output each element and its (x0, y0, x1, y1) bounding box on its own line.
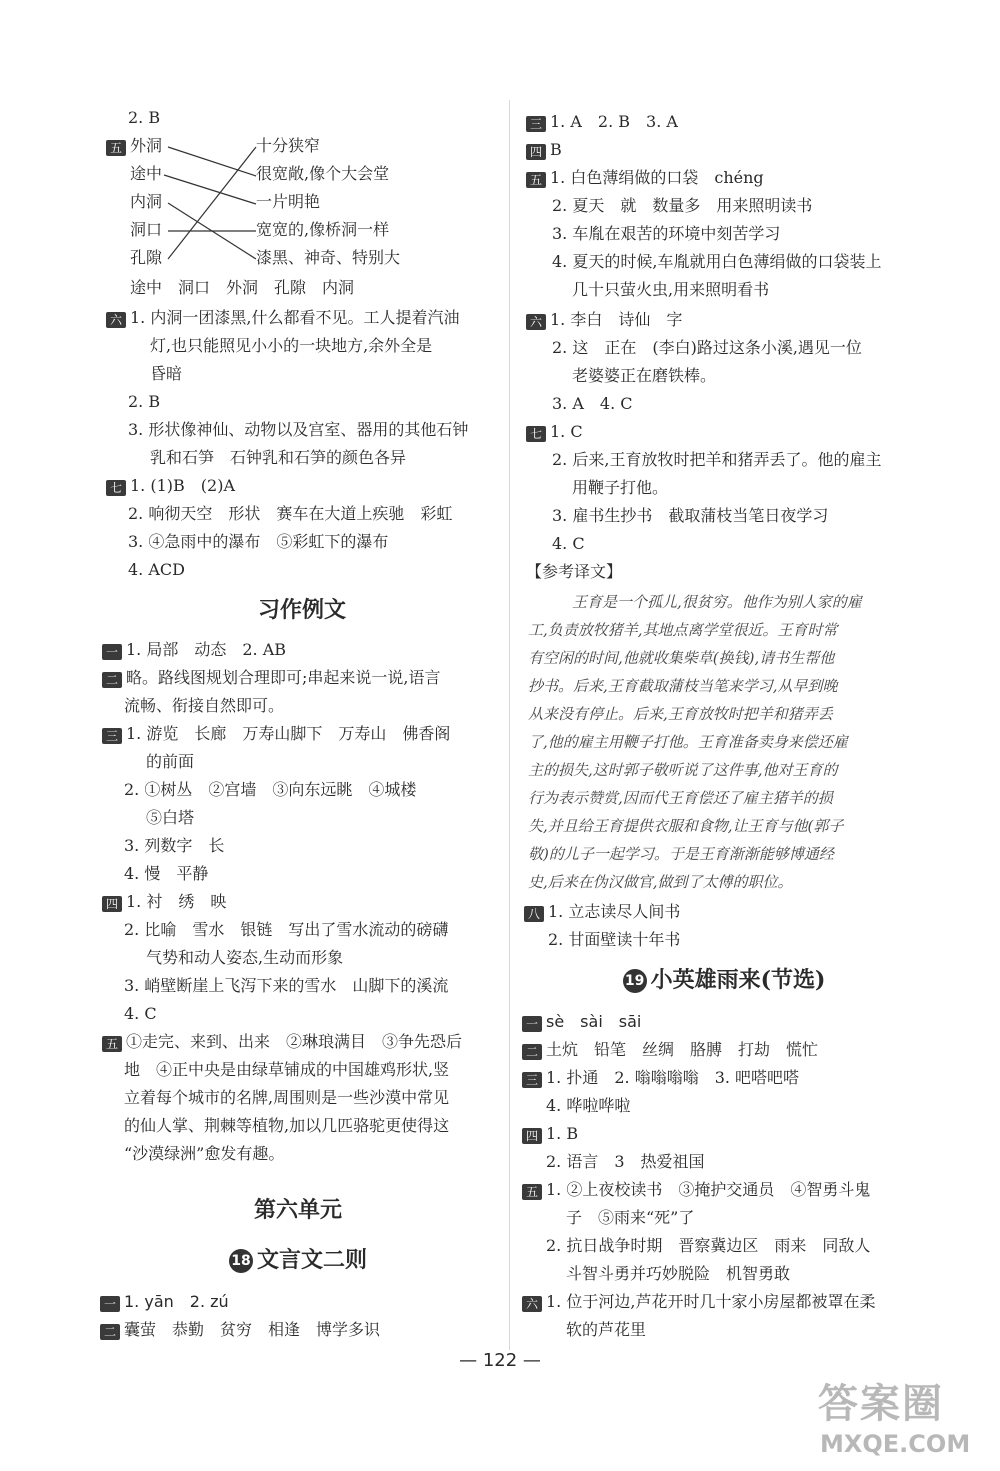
answer-line: 1. A 2. B 3. A (550, 112, 678, 131)
answer-line: ①走完、来到、出来 ②琳琅满目 ③争先恐后 (126, 1032, 463, 1051)
answer-line: 3. 车胤在艰苦的环境中刻苦学习 (552, 224, 781, 243)
answer-line: 斗智斗勇并巧妙脱险 机智勇敢 (566, 1264, 791, 1283)
answer-line: 3. ④急雨中的瀑布 ⑤彩虹下的瀑布 (128, 532, 389, 551)
answer-line: 略。路线图规划合理即可;串起来说一说,语言 (126, 668, 441, 687)
section-badge: 二 (100, 1324, 120, 1340)
answer-line: 3. 雇书生抄书 截取蒲枝当笔日夜学习 (552, 506, 829, 525)
answer-line: 乳和石笋 石钟乳和石笋的颜色各异 (150, 448, 407, 467)
answer-line: 土炕 铅笔 丝绸 胳膊 打劫 慌忙 (546, 1040, 819, 1059)
answer-line: 3. 峭壁断崖上飞泻下来的雪水 山脚下的溪流 (124, 976, 449, 995)
match-right-4: 宽宽的,像桥洞一样 (256, 220, 390, 239)
answer-line: 1. yān 2. zú (124, 1292, 229, 1311)
match-left-5: 孔隙 (130, 248, 163, 267)
answer-line: 2. 甘面壁读十年书 (548, 930, 681, 949)
translation-line: 王育是一个孤儿,很贫穷。他作为别人家的雇 (572, 593, 862, 611)
answer-line: “沙漠绿洲”愈发有趣。 (124, 1144, 285, 1163)
answer-line: 2. 后来,王育放牧时把羊和猪弄丢了。他的雇主 (552, 450, 882, 469)
match-left-3: 内洞 (130, 192, 163, 211)
translation-line: 敬)的儿子一起学习。于是王育渐渐能够博通经 (528, 845, 834, 863)
answer-line: 4. C (552, 534, 585, 553)
answer-line: 4. 慢 平静 (124, 864, 209, 883)
translation-line: 失,并且给王育提供衣服和食物,让王育与他(郭子 (528, 817, 844, 835)
match-left-2: 途中 (130, 164, 163, 183)
section-badge: 三 (522, 1072, 542, 1088)
answer-line: 2. 这 正在 (李白)路过这条小溪,遇见一位 (552, 338, 862, 357)
section-badge: 五 (526, 172, 546, 188)
section-badge: 六 (106, 312, 126, 328)
watermark-logo: 答案圈 (818, 1381, 944, 1427)
translation-line: 从来没有停止。后来,王育放牧时把羊和猪弄丢 (528, 705, 833, 723)
answer-line: 4. 夏天的时候,车胤就用白色薄绢做的口袋装上 (552, 252, 882, 271)
answer-line: 老婆婆正在磨铁棒。 (572, 366, 717, 385)
lesson-title (102, 1246, 494, 1274)
order-line: 途中 洞口 外洞 孔隙 内洞 (130, 278, 355, 297)
section-title: 习作例文 (257, 597, 346, 623)
answer-line: 1. (1)B (2)A (130, 476, 235, 495)
section-badge: 七 (526, 426, 546, 442)
answer-line: 2. 比喻 雪水 银链 写出了雪水流动的磅礴 (124, 920, 449, 939)
lesson-number-badge: 18 (229, 1249, 253, 1273)
answer-line: 流畅、衔接自然即可。 (124, 696, 285, 715)
answer-line: 2. ①树丛 ②宫墙 ③向东远眺 ④城楼 (124, 780, 417, 799)
section-badge: 五 (102, 1036, 122, 1052)
lesson-title (524, 966, 924, 994)
answer-line: 1. C (550, 422, 583, 441)
section-badge: 一 (102, 644, 122, 660)
translation-line: 抄书。后来,王育截取蒲枝当笔来学习,从早到晚 (528, 677, 838, 695)
translation-line: 主的损失,这时郭子敬听说了这件事,他对王育的 (528, 761, 838, 779)
section-badge: 四 (522, 1128, 542, 1144)
answer-line: 1. 内洞一团漆黑,什么都看不见。工人提着汽油 (130, 308, 460, 327)
answer-line: 3. 形状像神仙、动物以及宫室、器用的其他石钟 (128, 420, 469, 439)
translation-line: 有空闲的时间,他就收集柴草(换钱),请书生帮他 (528, 649, 835, 667)
answer-line: 4. ACD (128, 560, 185, 579)
answer-line: 的仙人掌、荆棘等植物,加以几匹骆驼更使得这 (124, 1116, 450, 1135)
answer-line: 立着每个城市的名牌,周围则是一些沙漠中常见 (124, 1088, 450, 1107)
section-badge: 四 (102, 896, 122, 912)
answer-line: 2. B (128, 392, 161, 411)
watermark-url: MXQE.COM (820, 1430, 971, 1458)
section-badge: 五 (522, 1184, 542, 1200)
section-badge: 三 (526, 116, 546, 132)
section-badge: 八 (524, 906, 544, 922)
answer-line: 3. 列数字 长 (124, 836, 225, 855)
answer-line: B (550, 140, 562, 159)
answer-line: 灯,也只能照见小小的一块地方,余外全是 (150, 336, 433, 355)
section-badge: 七 (106, 480, 126, 496)
answer-line: 1. 衬 绣 映 (126, 892, 227, 911)
answer-line: 用鞭子打他。 (572, 478, 669, 497)
match-right-1: 十分狭窄 (256, 136, 321, 155)
section-badge: 一 (522, 1016, 542, 1032)
answer-line: 囊萤 恭勤 贫穷 相逢 博学多识 (124, 1320, 381, 1339)
lesson-title-text: 文言文二则 (256, 1247, 367, 1273)
translation-line: 行为表示赞赏,因而代王育偿还了雇主猪羊的损 (528, 789, 833, 807)
page-number: — 122 — (459, 1350, 541, 1371)
answer-line: 子 ⑤雨来“死”了 (566, 1208, 695, 1227)
answer-line: 气势和动人姿态,生动而形象 (146, 948, 344, 967)
match-right-3: 一片明艳 (256, 192, 321, 211)
section-badge: 五 (106, 140, 126, 156)
answer-line: 1. ②上夜校读书 ③掩护交通员 ④智勇斗鬼 (546, 1180, 871, 1199)
answer-line: sè sài sāi (546, 1012, 642, 1031)
answer-line: 1. 李白 诗仙 字 (550, 310, 683, 329)
section-badge: 四 (526, 144, 546, 160)
section-badge: 二 (102, 672, 122, 688)
answer-line: 的前面 (146, 752, 195, 771)
answer-line: 软的芦花里 (566, 1320, 647, 1339)
answer-line: 2. 响彻天空 形状 赛车在大道上疾驰 彩虹 (128, 504, 453, 523)
answer-line: 1. 游览 长廊 万寿山脚下 万寿山 佛香阁 (126, 724, 451, 743)
section-badge: 二 (522, 1044, 542, 1060)
answer-line: 3. A 4. C (552, 394, 633, 413)
answer-line: 昏暗 (150, 364, 183, 383)
answer-line: 1. 位于河边,芦花开时几十家小房屋都被罩在柔 (546, 1292, 876, 1311)
answer-line: 1. 扑通 2. 嗡嗡嗡嗡 3. 吧嗒吧嗒 (546, 1068, 800, 1087)
match-right-2: 很宽敞,像个大会堂 (256, 164, 390, 183)
match-left-1: 外洞 (130, 136, 163, 155)
section-badge: 三 (102, 728, 122, 744)
answer-line: 几十只萤火虫,用来照明看书 (572, 280, 770, 299)
reference-heading: 【参考译文】 (526, 562, 623, 581)
translation-line: 工,负责放牧猪羊,其地点离学堂很近。王育时常 (528, 621, 838, 639)
answer-line: 2. 夏天 就 数量多 用来照明读书 (552, 196, 813, 215)
match-right-5: 漆黑、神奇、特别大 (256, 248, 401, 267)
section-badge: 一 (100, 1296, 120, 1312)
answer-line: 地 ④正中央是由绿草铺成的中国雄鸡形状,竖 (124, 1060, 450, 1079)
answer-line: 1. B (546, 1124, 579, 1143)
answer-line: 1. 白色薄绢做的口袋 chéng (550, 168, 764, 187)
unit-title: 第六单元 (253, 1197, 342, 1223)
lesson-number-badge: 19 (623, 969, 647, 993)
match-line-1 (168, 147, 256, 176)
answer-line: 2. 抗日战争时期 晋察冀边区 雨来 同敌人 (546, 1236, 871, 1255)
translation-line: 了,他的雇主用鞭子打他。王育准备卖身来偿还雇 (528, 733, 848, 751)
answer-line: ⑤白塔 (146, 808, 195, 827)
answer-line: 2. B (128, 108, 161, 127)
section-badge: 六 (522, 1296, 542, 1312)
answer-line: 4. 哗啦哗啦 (546, 1096, 631, 1115)
answer-line: 1. 立志读尽人间书 (548, 902, 681, 921)
match-line-5 (168, 147, 256, 259)
match-left-4: 洞口 (130, 220, 163, 239)
lesson-title-text: 小英雄雨来(节选) (650, 967, 826, 993)
answer-line: 1. 局部 动态 2. AB (126, 640, 287, 659)
translation-line: 史,后来在伪汉做官,做到了太傅的职位。 (528, 873, 793, 891)
answer-line: 4. C (124, 1004, 157, 1023)
answer-line: 2. 语言 3 热爱祖国 (546, 1152, 705, 1171)
section-badge: 六 (526, 314, 546, 330)
match-line-2 (164, 175, 256, 204)
